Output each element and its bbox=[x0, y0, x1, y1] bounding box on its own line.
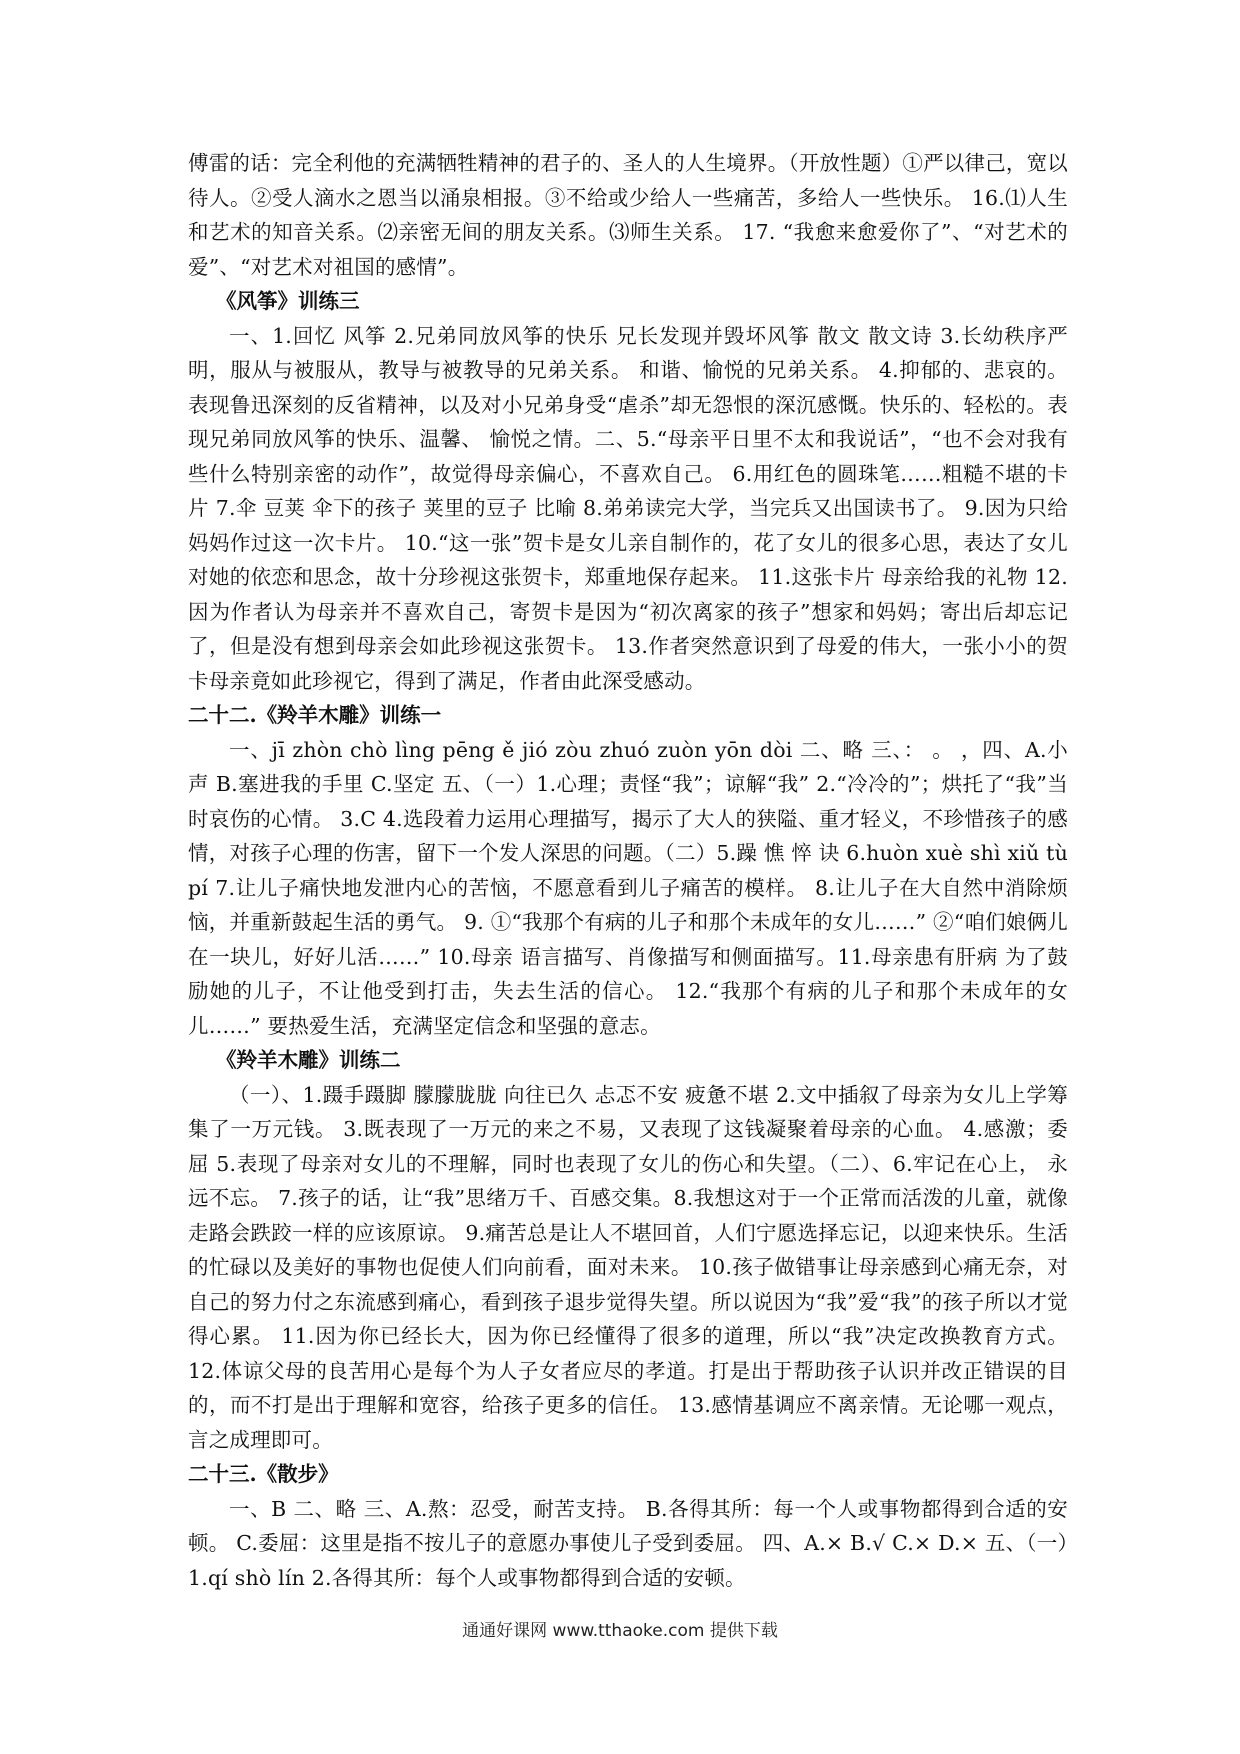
section-title-antelope-1: 二十二.《羚羊木雕》训练一 bbox=[188, 703, 442, 727]
section-body-antelope-2: （一）、1.蹑手蹑脚 朦朦胧胧 向往已久 忐忑不安 疲惫不堪 2.文中插叙了母亲为女儿上学筹集了一万元钱。 3.既表现了一万元的来之不易，又表现了这钱凝聚着母亲的心血。 4.感激；委屈 5.表现了母亲对女儿的不理解，同时也表现了女儿的伤心和失望。（二）、6.牢记在心上， 永远不忘。 7.孩子的话，让“我”思绪万千、百感交集。8.我想这对于一个正常而活泼的儿童，就像走路会跌跤一样的应该原谅。 9.痛苦总是让人不堪回首，人们宁愿选择忘记，以迎来快乐。生活的忙碌以及美好的事物也促使人们向前看，面对未来。 10.孩子做错事让母亲感到心痛无奈，对自己的努力付之东流感到痛心，看到孩子退步觉得失望。所以说因为“我”爱“我”的孩子所以才觉得心累。 11.因为你已经长大，因为你已经懂得了很多的道理，所以“我”决定改换教育方式。 12.体谅父母的良苦用心是每个为人子女者应尽的孝道。打是出于帮助孩子认识并改正错误的目的，而不打是出于理解和宽容，给孩子更多的信任。 13.感情基调应不离亲情。无论哪一观点，言之成理即可。 bbox=[188, 1082, 1068, 1452]
section-body-antelope-1: 一、jī zhòn chò lìng pēng ě jió zòu zhuó zuòn yōn dòi 二、略 三、： 。 ，四、A.小声 B.塞进我的手里 C.坚定 五、（一）1.心理；责怪“我”；谅解“我” 2.“冷冷的”；烘托了“我”当时哀伤的心情。 3.C 4.选段着力运用心理描写，揭示了大人的狭隘、重才轻义，不珍惜孩子的感情，对孩子心理的伤害，留下一个发人深思的问题。（二）5.躁 憔 悴 诀 6.huòn xuè shì xiǔ tù pí 7.让儿子痛快地发泄内心的苦恼，不愿意看到儿子痛苦的模样。 8.让儿子在大自然中消除烦恼，并重新鼓起生活的勇气。 9. ①“我那个有病的儿子和那个未成年的女儿……” ②“咱们娘俩儿在一块儿，好好儿活……” 10.母亲 语言描写、肖像描写和侧面描写。11.母亲患有肝病 为了鼓励她的儿子，不让他受到打击，失去生活的信心。 12.“我那个有病的儿子和那个未成年的女儿……” 要热爱生活，充满坚定信念和坚强的意志。 bbox=[188, 737, 1068, 1038]
intro-paragraph: 傅雷的话：完全利他的充满牺牲精神的君子的、圣人的人生境界。（开放性题）①严以律己，宽以待人。②受人滴水之恩当以涌泉相报。③不给或少给人一些痛苦，多给人一些快乐。 16.⑴人生和艺术的知音关系。⑵亲密无间的朋友关系。⑶师生关系。 17. “我愈来愈爱你了”、“对艺术的爱”、“对艺术对祖国的感情”。 bbox=[188, 151, 1068, 279]
page-footer: 通通好课网 www.tthaoke.com 提供下载 bbox=[462, 1621, 778, 1641]
section-body-walk: 一、B 二、略 三、A.熬：忍受，耐苦支持。 B.各得其所：每一个人或事物都得到合适的安顿。 C.委屈：这里是指不按儿子的意愿办事使儿子受到委屈。 四、A.× B.√ C.× D.× 五、（一）1.qí shò lín 2.各得其所：每个人或事物都得到合适的安顿。 bbox=[188, 1496, 1068, 1590]
section-title-antelope-2: 《羚羊木雕》训练二 bbox=[216, 1048, 401, 1072]
section-body-kite-3: 一、1.回忆 风筝 2.兄弟同放风筝的快乐 兄长发现并毁坏风筝 散文 散文诗 3.长幼秩序严明，服从与被服从，教导与被教导的兄弟关系。 和谐、愉悦的兄弟关系。 4.抑郁的、悲哀的。表现鲁迅深刻的反省精神，以及对小兄弟身受“虐杀”却无怨恨的深沉感慨。快乐的、轻松的。表现兄弟同放风筝的快乐、温馨、 愉悦之情。二、5.“母亲平日里不太和我说话”，“也不会对我有些什么特别亲密的动作”，故觉得母亲偏心，不喜欢自己。 6.用红色的圆珠笔……粗糙不堪的卡片 7.伞 豆荚 伞下的孩子 荚里的豆子 比喻 8.弟弟读完大学，当完兵又出国读书了。 9.因为只给妈妈作过这一次卡片。 10.“这一张”贺卡是女儿亲自制作的，花了女儿的很多心思，表达了女儿对她的依恋和思念，故十分珍视这张贺卡，郑重地保存起来。 11.这张卡片 母亲给我的礼物 12.因为作者认为母亲并不喜欢自己，寄贺卡是因为“初次离家的孩子”想家和妈妈；寄出后却忘记了，但是没有想到母亲会如此珍视这张贺卡。 13.作者突然意识到了母爱的伟大，一张小小的贺卡母亲竟如此珍视它，得到了满足，作者由此深受感动。 bbox=[188, 323, 1068, 693]
document-body bbox=[188, 146, 1068, 1595]
section-title-kite-3: 《风筝》训练三 bbox=[216, 289, 360, 313]
section-title-walk: 二十三.《散步》 bbox=[188, 1462, 339, 1486]
